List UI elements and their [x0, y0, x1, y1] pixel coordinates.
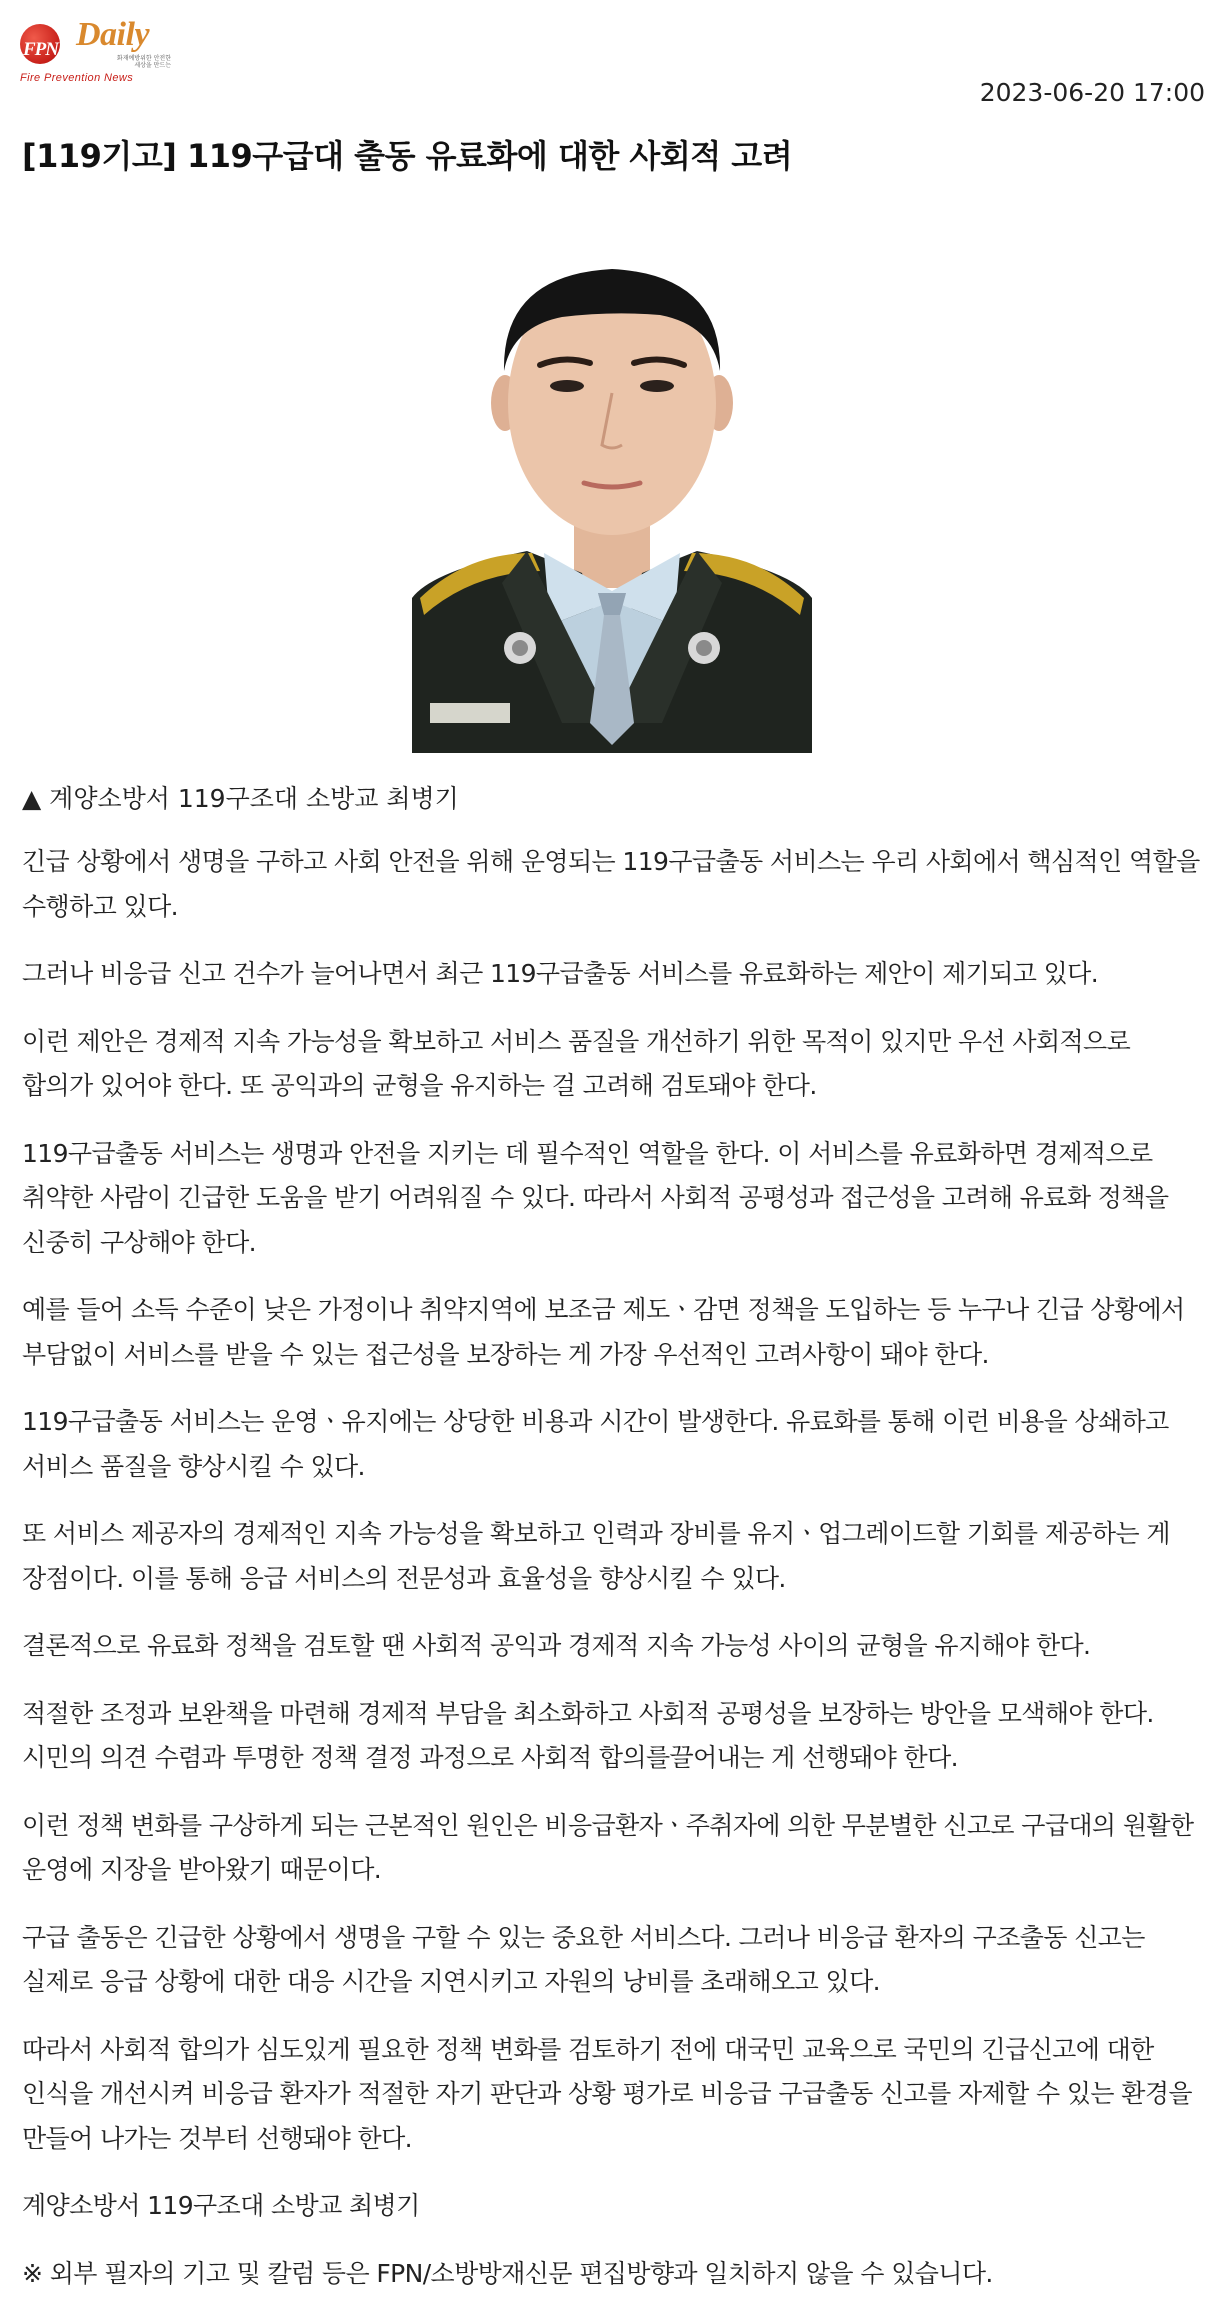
portrait-illustration	[412, 253, 812, 753]
article-paragraph: 이런 정책 변화를 구상하게 되는 근본적인 원인은 비응급환자ㆍ주취자에 의한 무분별한 신고로 구급대의 원활한 운영에 지장을 받아왔기 때문이다.	[22, 1810, 1194, 1884]
article-paragraph: 예를 들어 소득 수준이 낮은 가정이나 취약지역에 보조금 제도ㆍ감면 정책을 도입하는 등 누구나 긴급 상황에서 부담없이 서비스를 받을 수 있는 접근성을 보장하는 게 가장 우선적인 고려사항이 돼야 한다.	[22, 1295, 1185, 1369]
article-paragraph: 그러나 비응급 신고 건수가 늘어나면서 최근 119구급출동 서비스를 유료화하는 제안이 제기되고 있다.	[22, 959, 1099, 988]
logo-motto-line2: 세상을 만드는	[134, 62, 171, 69]
article-body	[22, 840, 1207, 2319]
article-date: 2023-06-20 17:00	[979, 78, 1205, 107]
logo-mark: FPN	[23, 39, 58, 60]
article-paragraph: 구급 출동은 긴급한 상황에서 생명을 구할 수 있는 중요한 서비스다. 그러나 비응급 환자의 구조출동 신고는 실제로 응급 상황에 대한 대응 시간을 지연시키고 자원의 낭비를 초래해오고 있다.	[22, 1922, 1145, 1996]
article-paragraph: 또 서비스 제공자의 경제적인 지속 가능성을 확보하고 인력과 장비를 유지ㆍ업그레이드할 기회를 제공하는 게 장점이다. 이를 통해 응급 서비스의 전문성과 효율성을 향상시킬 수 있다.	[22, 1519, 1170, 1593]
article-paragraph: 결론적으로 유료화 정책을 검토할 땐 사회적 공익과 경제적 지속 가능성 사이의 균형을 유지해야 한다.	[22, 1631, 1091, 1660]
logo-motto	[76, 55, 171, 69]
site-logo[interactable]	[16, 14, 171, 84]
logo-brand: Daily	[76, 16, 150, 53]
disclaimer-note: ※ 외부 필자의 기고 및 칼럼 등은 FPN/소방방재신문 편집방향과 일치하지 않을 수 있습니다.	[22, 2258, 993, 2288]
logo-motto-line1: 화재예방위한 안전한	[116, 55, 171, 62]
article-title: [119기고] 119구급대 출동 유료화에 대한 사회적 고려	[22, 137, 793, 175]
article-paragraph: 적절한 조정과 보완책을 마련해 경제적 부담을 최소화하고 사회적 공평성을 보장하는 방안을 모색해야 한다. 시민의 의견 수렴과 투명한 정책 결정 과정으로 사회적 합의를끌어내는 게 선행돼야 한다.	[22, 1698, 1154, 1772]
article-paragraph: 이런 제안은 경제적 지속 가능성을 확보하고 서비스 품질을 개선하기 위한 목적이 있지만 우선 사회적으로 합의가 있어야 한다. 또 공익과의 균형을 유지하는 걸 고려해 검토돼야 한다.	[22, 1026, 1131, 1100]
article-paragraph: 119구급출동 서비스는 운영ㆍ유지에는 상당한 비용과 시간이 발생한다. 유료화를 통해 이런 비용을 상쇄하고 서비스 품질을 향상시킬 수 있다.	[22, 1407, 1169, 1481]
article-paragraph: 119구급출동 서비스는 생명과 안전을 지키는 데 필수적인 역할을 한다. 이 서비스를 유료화하면 경제적으로 취약한 사람이 긴급한 도움을 받기 어려워질 수 있다. 따라서 사회적 공평성과 접근성을 고려해 유료화 정책을 신중히 구상해야 한다.	[22, 1138, 1169, 1257]
logo-subtitle: Fire Prevention News	[20, 72, 134, 84]
author-portrait-photo	[412, 253, 812, 753]
author-signature: 계양소방서 119구조대 소방교 최병기	[22, 2191, 420, 2220]
article-paragraph: 따라서 사회적 합의가 심도있게 필요한 정책 변화를 검토하기 전에 대국민 교육으로 국민의 긴급신고에 대한 인식을 개선시켜 비응급 환자가 적절한 자기 판단과 상황 평가로 비응급 구급출동 신고를 자제할 수 있는 환경을 만들어 나가는 것부터 선행돼야 한다.	[22, 2034, 1192, 2153]
article-paragraph: 긴급 상황에서 생명을 구하고 사회 안전을 위해 운영되는 119구급출동 서비스는 우리 사회에서 핵심적인 역할을 수행하고 있다.	[22, 847, 1200, 921]
photo-caption: ▲ 계양소방서 119구조대 소방교 최병기	[22, 784, 459, 813]
